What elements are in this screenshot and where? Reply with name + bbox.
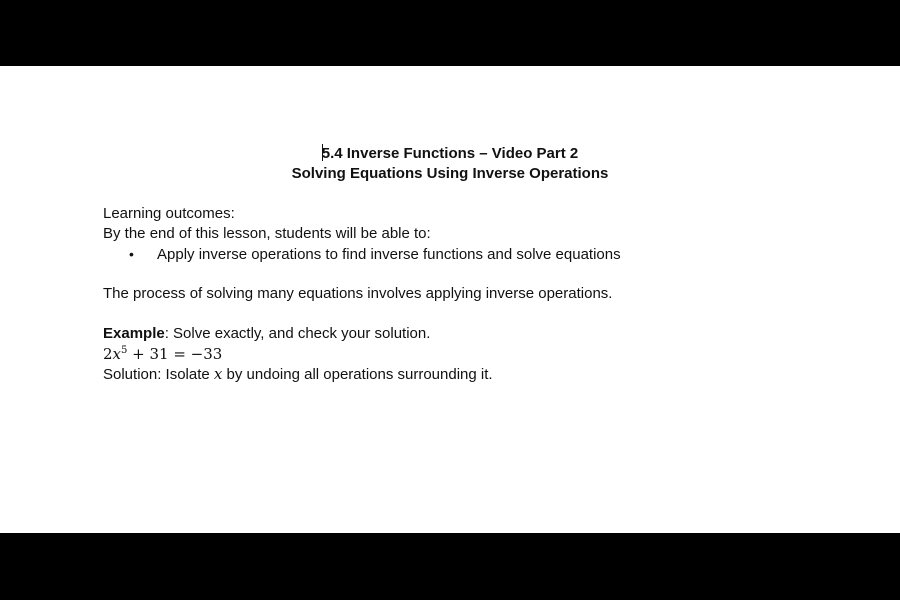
solution-prefix: Solution: Isolate: [103, 366, 214, 383]
equation-coefficient: 2: [103, 345, 113, 363]
example-equation: [103, 344, 803, 364]
learning-outcomes-heading: Learning outcomes:: [103, 205, 235, 222]
learning-outcomes-intro: By the end of this lesson, students will be able to:: [103, 225, 431, 242]
equation-rest: + 31 = −33: [127, 345, 223, 363]
example-label: Example: [103, 325, 165, 342]
outcome-item-text: Apply inverse operations to find inverse functions and solve equations: [157, 246, 621, 263]
example-text: : Solve exactly, and check your solution.: [164, 325, 431, 342]
outcome-list-item: [103, 244, 803, 264]
bullet-icon: •: [129, 246, 134, 262]
example-line: [103, 324, 803, 344]
letterbox-top: [0, 0, 900, 66]
document-title: [0, 144, 900, 184]
document-body: [103, 204, 803, 384]
equation-variable: x: [112, 345, 122, 363]
document-page: [0, 66, 900, 533]
blank-line: [103, 304, 803, 324]
process-paragraph: The process of solving many equations involves applying inverse operations.: [103, 285, 613, 302]
title-line-1-text: 5.4 Inverse Functions – Video Part 2: [321, 145, 579, 162]
title-line-2: Solving Equations Using Inverse Operations: [291, 165, 609, 182]
blank-line: [103, 264, 803, 284]
letterbox-bottom: [0, 533, 900, 600]
title-line-1: [0, 144, 900, 164]
solution-suffix: by undoing all operations surrounding it.: [222, 366, 493, 383]
solution-variable: x: [213, 365, 223, 383]
equation-exponent: 5: [121, 345, 128, 356]
solution-line: [103, 364, 803, 384]
